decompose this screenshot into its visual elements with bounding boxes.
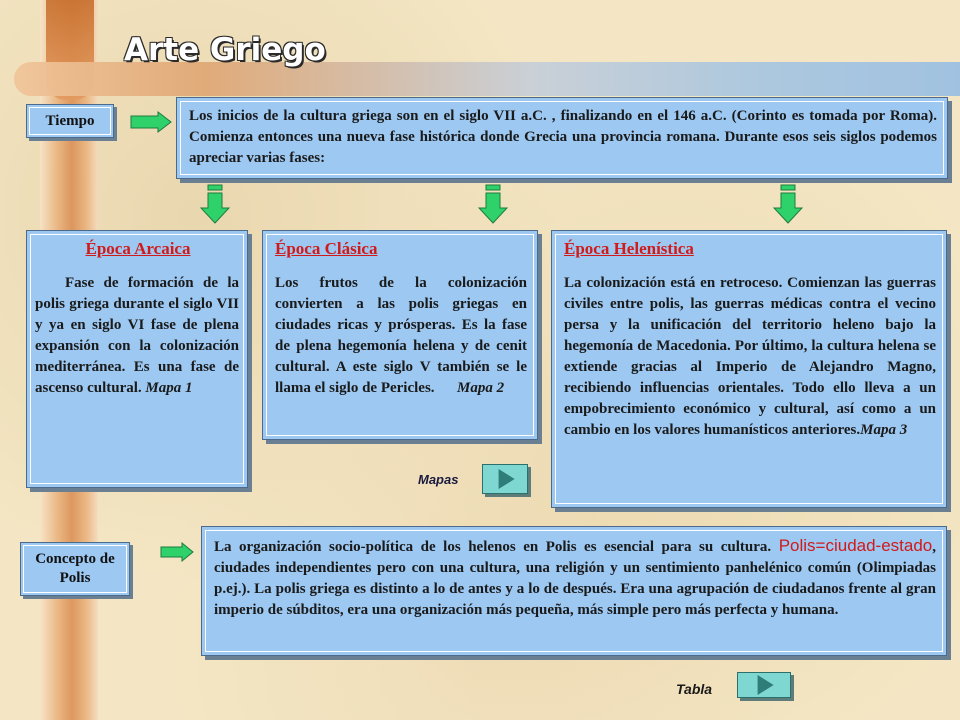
mapas-label: Mapas [418, 472, 459, 487]
arrow-down-icon [478, 184, 508, 224]
tabla-label: Tabla [676, 681, 713, 697]
tiempo-text-box [176, 97, 948, 179]
helenistica-heading: Época Helenística [564, 239, 694, 258]
helenistica-box [551, 230, 947, 508]
helenistica-body: La colonización está en retroceso. Comienzan las guerras civiles entre polis, las guerras médicas contra el vecino persa y la unificación del territorio heleno bajo la hegemonía de Macedonia. Por último, la cultura helena se extiende gracias al Imperio de Alejandro Magno, recibiendo influencias orientales. Todo ello lleva a un empobrecimiento económico y cultural, así como a un cambio en los valores humanísticos anteriores. [564, 275, 936, 438]
clasica-body: Los frutos de la colonización convierten a las polis griegas en ciudades ricas y prósperas. Es la fase de plena hegemonía helena y de cenit cultural. A este siglo V también se le llama el siglo de Pericles. [275, 275, 527, 396]
tabla-button[interactable] [737, 672, 791, 698]
polis-label-text: Concepto de Polis [35, 551, 115, 586]
page-title: Arte Griego [124, 32, 326, 68]
polis-text-box [201, 526, 947, 656]
mapas-button[interactable] [482, 464, 528, 494]
clasica-box [262, 230, 538, 440]
polis-text-before: La organización socio-política de los helenos en Polis es esencial para su cultura. [214, 539, 772, 555]
arcaica-body: Fase de formación de la polis griega durante el siglo VII y ya en siglo VI fase de plena expansión con la colonización mediterránea. Es una fase de ascenso cultural. [35, 275, 239, 396]
arrow-right-icon [160, 542, 194, 562]
play-icon [499, 469, 515, 489]
arrow-down-icon [773, 184, 803, 224]
tiempo-label [26, 104, 114, 138]
play-icon [758, 675, 774, 695]
polis-label [20, 542, 130, 596]
mapa-2-link[interactable]: Mapa 2 [457, 380, 505, 396]
helenistica-text [564, 273, 936, 441]
tiempo-label-text: Tiempo [45, 112, 95, 129]
arrow-down-icon [200, 184, 230, 224]
mapa-1-link[interactable]: Mapa 1 [145, 380, 193, 396]
polis-text [214, 535, 936, 621]
polis-highlight: Polis=ciudad-estado [778, 536, 933, 555]
tiempo-text: Los inicios de la cultura griega son en el siglo VII a.C. , finalizando en el 146 a.C. (Corinto es tomada por Roma). Comienza entonces una nueva fase histórica donde Grecia una provincia romana. Durante esos seis siglos podemos apreciar varias fases: [189, 108, 937, 166]
arrow-right-icon [130, 111, 172, 133]
clasica-heading: Época Clásica [275, 239, 378, 258]
clasica-text [275, 273, 527, 399]
mapa-3-link[interactable]: Mapa 3 [860, 422, 908, 438]
arcaica-heading: Época Arcaica [85, 239, 191, 258]
arcaica-text [35, 273, 239, 399]
arcaica-box [26, 230, 248, 488]
polis-text-after: , ciudades independientes pero con una cultura, una religión y un sentimiento panhelénico común (Olimpiadas p.ej.). La polis griega es distinto a lo de antes y a lo de después. Era una agrupación de ciudadanos frente al gran imperio de súbditos, era una organización más pequeña, más simple pero más perfecta y humana. [214, 539, 937, 618]
